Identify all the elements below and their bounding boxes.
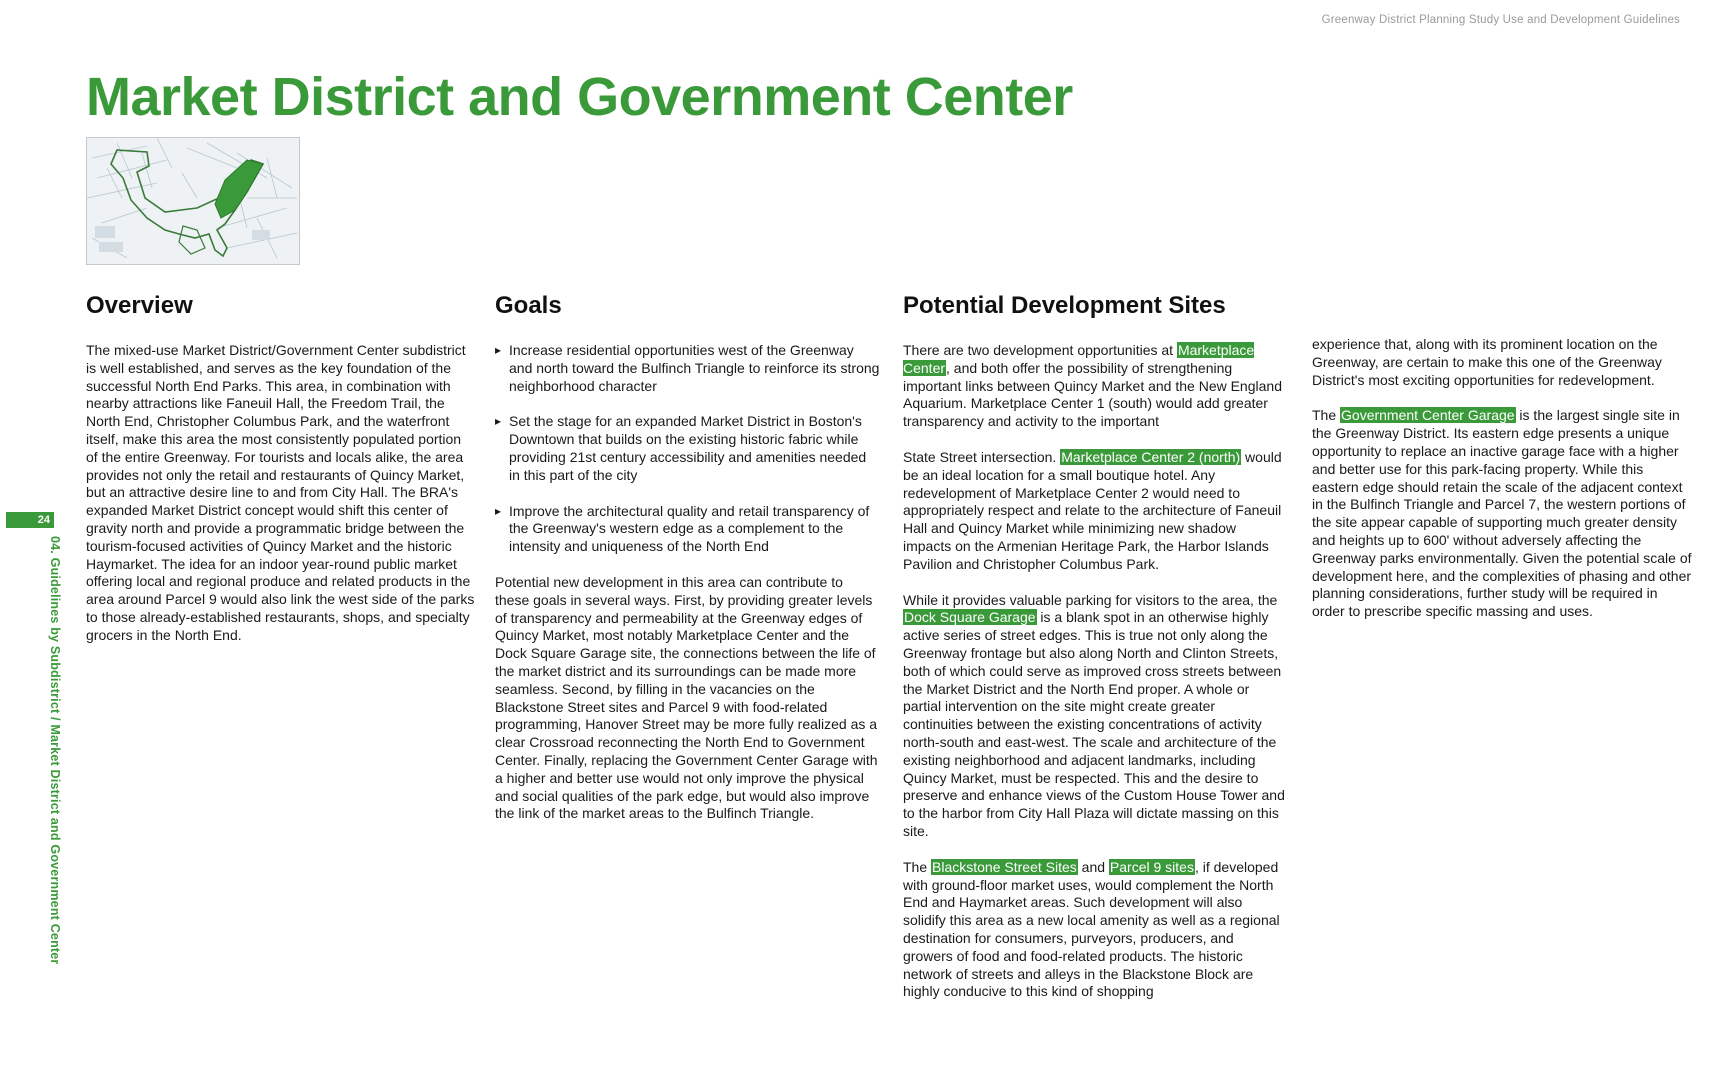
page-title: Market District and Government Center <box>86 67 1073 127</box>
overview-text: The mixed-use Market District/Government Center subdistrict is well established, and serves as the key foundation of the successful North End Parks. This area, in combination with nearby attractions like Faneuil Hall, the Freedom Trail, the North End, Christopher Columbus Park, and the waterfront itself, make this area the most consistently populated portion of the entire Greenway. For tourists and locals alike, the area provides not only the retail and restaurants of Quincy Market, but an attractive desire line to and from City Hall. The BRA's expanded Market District concept would shift this center of gravity north and provide a programmatic bridge between the tourism-focused activities of Quincy Market and the historic Haymarket. The idea for an indoor year-round public market offering local and regional produce and related products in the area around Parcel 9 would also link the west side of the parks to those already-established restaurants, shops, and specialty grocers in the North End. <box>86 342 475 643</box>
sites-heading: Potential Development Sites <box>903 292 1226 319</box>
sites-column <box>903 292 1285 1019</box>
sites-paragraph-2: State Street intersection. Marketplace Center 2 (north) would be an ideal location for a small boutique hotel. Any redevelopment of Marketplace Center 2 would need to appropriately respect and relate to the architecture of Faneuil Hall and Quincy Market while minimizing new shadow impacts on the Armenian Heritage Park, the Harbor Islands Pavilion and Christopher Columbus Park. <box>903 448 1282 572</box>
goal-item: ▸ Set the stage for an expanded Market District in Boston's Downtown that builds on the existing historic fabric while providing 21st century accessibility and amenities needed in this part of the city <box>495 413 880 484</box>
sites-paragraph-4: The Blackstone Street Sites and Parcel 9 sites, if developed with ground-floor market uses, would complement the North End and Haymarket areas. Such development will also solidify this area as a new local amenity as well as a regional destination for consumers, purveyors, producers, and growers of food and food-related products. The historic network of streets and alleys in the Blackstone Block are highly conducive to this kind of shopping <box>903 858 1280 1000</box>
highlight-government-center-garage: Government Center Garage <box>1341 407 1515 424</box>
goals-column <box>495 292 880 841</box>
goals-list <box>495 342 880 556</box>
highlight-marketplace-center: Marketplace Center <box>903 342 1255 376</box>
sites-paragraph-5: experience that, along with its prominent location on the Greenway, are certain to make this one of the Greenway District's most exciting opportunities for redevelopment. <box>1312 336 1662 388</box>
overview-column <box>86 292 476 663</box>
goal-item: ▸ Improve the architectural quality and retail transparency of the Greenway's western edge as a complement to the intensity and uniqueness of the North End <box>495 503 880 556</box>
overview-heading: Overview <box>86 292 193 319</box>
highlight-marketplace-center-2: Marketplace Center 2 (north) <box>1061 448 1241 465</box>
highlight-blackstone-street-sites: Blackstone Street Sites <box>932 858 1077 875</box>
highlight-parcel-9-sites: Parcel 9 sites <box>1109 858 1194 875</box>
highlight-dock-square-garage: Dock Square Garage <box>904 609 1036 626</box>
section-label: 04. Guidelines by Subdistrict / Market District and Government Center <box>48 536 62 965</box>
goals-heading: Goals <box>495 292 562 319</box>
sites-paragraph-1: There are two development opportunities at Marketplace Center, and both offer the possibility of strengthening important links between Quincy Market and the New England Aquarium. Marketplace Center 1 (south) would add greater transparency and activity to the important <box>903 342 1282 430</box>
locator-map <box>86 137 300 265</box>
sites-paragraph-3: While it provides valuable parking for visitors to the area, the Dock Square Garage is a blank spot in an otherwise highly active series of street edges. This is true not only along the Greenway frontage but also along North and Clinton Streets, both of which could serve as improved cross streets between the Market District and the North End proper. A whole or partial intervention on the site might create greater continuities between the existing concentrations of activity north-south and east-west. The scale and architecture of the existing neighborhood and adjacent landmarks, including Quincy Market, must be respected. This and the desire to preserve and enhance views of the Custom House Tower and to the harbor from City Hall Plaza will dictate massing on this site. <box>903 591 1285 839</box>
locator-map-graphic <box>87 138 299 264</box>
sites-continued-column <box>1312 336 1692 639</box>
goals-text: Potential new development in this area can contribute to these goals in several ways. First, by providing greater levels of transparency and permeability at the Greenway edges of Quincy Market, most notably Marketplace Center and the Dock Square Garage site, the connections between the life of the market district and its surroundings can be made more seamless. Second, by filling in the vacancies on the Blackstone Street sites and Parcel 9 with food-related programming, Hanover Street may be more fully realized as a clear Crossroad reconnecting the North End to Government Center. Finally, replacing the Government Center Garage with a higher and better use would not only improve the physical and social qualities of the park edge, but would also improve the link of the market areas to the Bulfinch Triangle. <box>495 573 878 822</box>
page-number-tab: 24 <box>6 512 54 528</box>
sites-paragraph-6: The Government Center Garage is the largest single site in the Greenway District. Its eastern edge presents a unique opportunity to replace an inactive garage face with a higher and better use for this park-facing property. While this eastern edge should retain the scale of the adjacent context in the Bulfinch Triangle and Parcel 7, the western portions of the site appear capable of supporting much greater density and heights up to 600' without adversely affecting the Greenway parks environmentally. Given the potential scale of development here, and the complexities of phasing and other planning considerations, further study will be required in order to prescribe specific massing and uses. <box>1312 407 1692 620</box>
running-header: Greenway District Planning Study Use and Development Guidelines <box>1321 14 1680 26</box>
goal-item: ▸ Increase residential opportunities west of the Greenway and north toward the Bulfinch Triangle to reinforce its strong neighborhood character <box>495 342 880 395</box>
